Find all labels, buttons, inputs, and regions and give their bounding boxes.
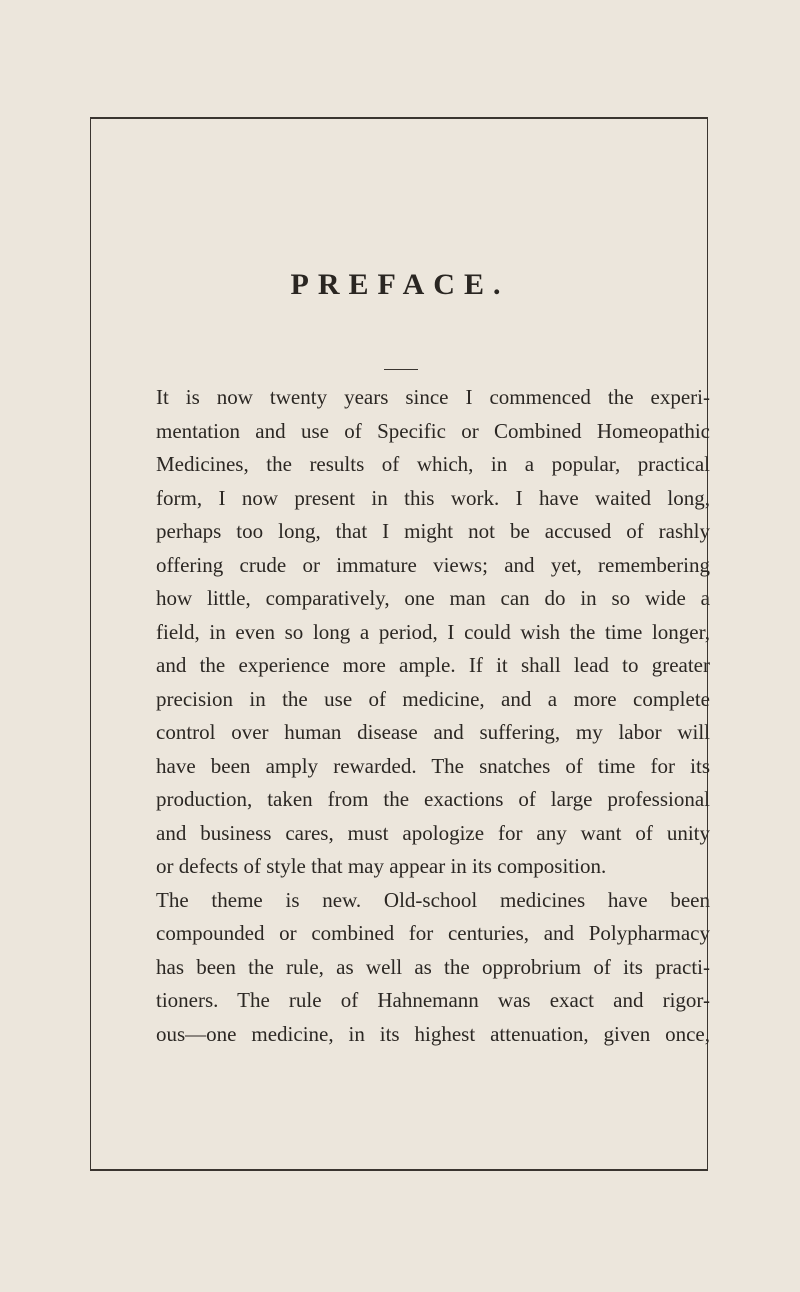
text-line-5: perhaps too long, that I might not be accused of rashly [156,519,710,543]
text-line-4: form, I now present in this work. I have waited long, [156,485,710,510]
text-line-20: ous—one medicine, in its highest attenuation, given once, [156,1021,710,1046]
preface-text [156,381,710,1051]
text-line-16: The theme is new. Old-school medicines have been [156,887,710,912]
text-line-13: production, taken from the exactions of large professional [156,787,710,811]
preface-heading: PREFACE. [290,268,510,301]
text-line-6: offering crude or immature views; and yet, remembering [156,552,710,577]
text-line-10: precision in the use of medicine, and a more complete [156,686,710,711]
text-line-7: how little, comparatively, one man can do in so wide a [156,586,710,610]
text-line-8: field, in even so long a period, I could wish the time longer, [156,619,710,644]
text-line-14: and business cares, must apologize for any want of unity [156,820,710,845]
text-line-3: Medicines, the results of which, in a popular, practical [156,452,710,476]
text-line-1: It is now twenty years since I commenced the experi- [156,385,710,409]
text-line-9: and the experience more ample. If it shall lead to greater [156,653,710,677]
text-line-11: control over human disease and suffering, my labor will [156,720,710,744]
heading-rule [384,369,418,370]
text-line-15: or defects of style that may appear in its composition. [156,854,607,878]
text-line-19: tioners. The rule of Hahnemann was exact and rigor- [156,988,710,1012]
text-line-17: compounded or combined for centuries, and Polypharmacy [156,921,710,945]
text-line-2: mentation and use of Specific or Combined Homeopathic [156,418,710,443]
text-line-18: has been the rule, as well as the opprobrium of its practi- [156,954,710,979]
text-line-12: have been amply rewarded. The snatches of time for its [156,753,710,778]
